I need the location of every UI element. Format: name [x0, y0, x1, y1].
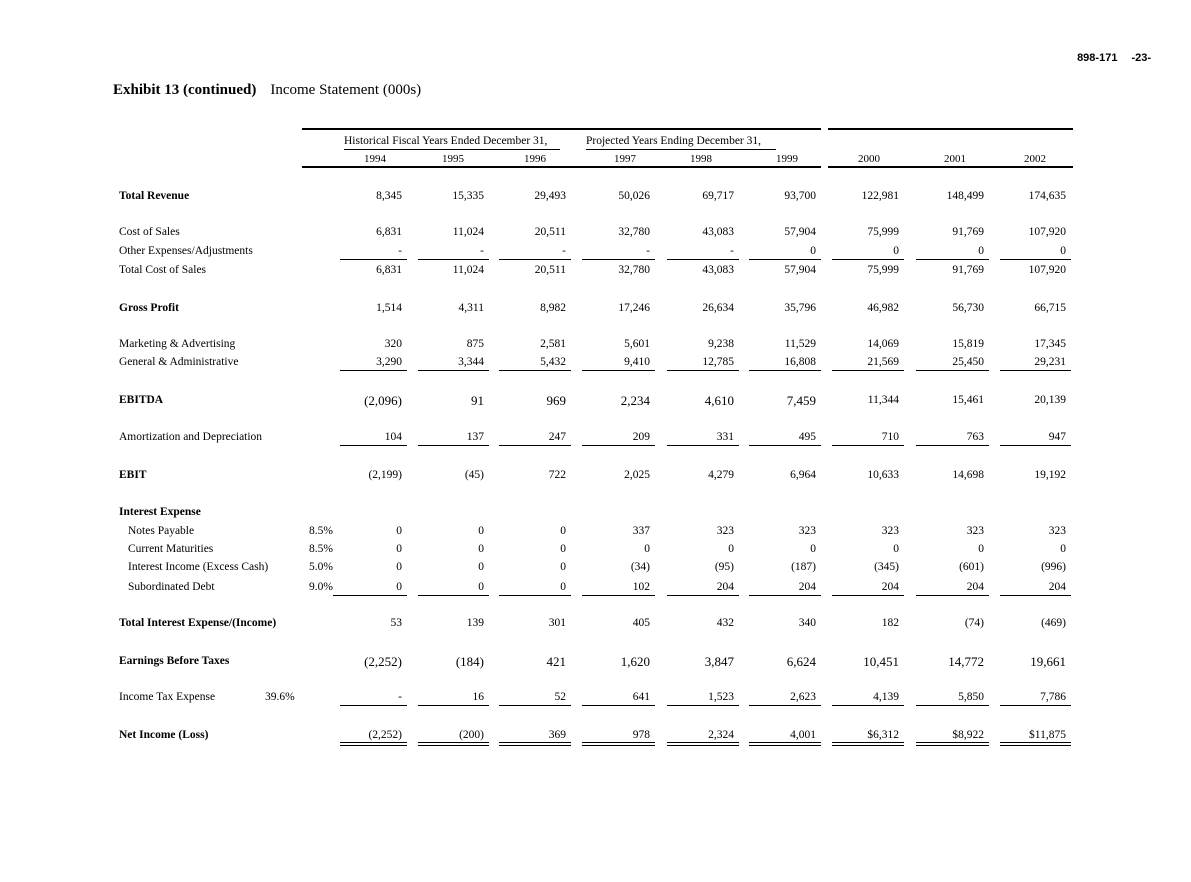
cell-income-tax-1996: 52	[554, 691, 566, 703]
underline-income-tax-1995	[418, 705, 489, 706]
cell-cost-of-sales-2001: 91,769	[952, 226, 984, 238]
cell-amortization-1996: 247	[548, 431, 566, 443]
underline-income-tax-1994	[340, 705, 407, 706]
cell-gross-profit-1994: 1,514	[376, 302, 402, 314]
cell-total-interest-1994: 53	[390, 617, 402, 629]
cell-general-admin-1998: 12,785	[702, 356, 734, 368]
rate-interest-income: 5.0%	[309, 561, 333, 573]
cell-current-maturities-2000: 0	[893, 543, 899, 555]
cell-general-admin-1996: 5,432	[540, 356, 566, 368]
cell-current-maturities-1994: 0	[396, 543, 402, 555]
cell-general-admin-2002: 29,231	[1034, 356, 1066, 368]
underline-general-admin-1998	[667, 370, 739, 371]
cell-ebt-2000: 10,451	[863, 654, 899, 669]
cell-cost-of-sales-1999: 57,904	[784, 226, 816, 238]
cell-income-tax-1997: 641	[632, 691, 650, 703]
double-underline-2001	[916, 742, 989, 746]
cell-net-income-2000: $6,312	[867, 729, 899, 741]
cell-total-interest-2001: (74)	[964, 617, 984, 629]
underline-income-tax-1997	[582, 705, 655, 706]
cell-ebitda-1997: 2,234	[620, 393, 650, 408]
cell-total-cost-of-sales-2000: 75,999	[867, 264, 899, 276]
underline-general-admin-2000	[832, 370, 904, 371]
rate-subordinated-debt: 9.0%	[309, 581, 333, 593]
underline-amortization-1999	[749, 445, 821, 446]
underline-income-tax-2001	[916, 705, 989, 706]
cell-interest-income-1996: 0	[560, 561, 566, 573]
cell-subordinated-debt-1994: 0	[396, 581, 402, 593]
cell-cost-of-sales-1996: 20,511	[534, 226, 566, 238]
cell-notes-payable-2002: 323	[1048, 525, 1066, 537]
cell-marketing-2000: 14,069	[867, 338, 899, 350]
year-header-1994: 1994	[364, 153, 386, 165]
double-underline-1996	[499, 742, 571, 746]
underline-other-expenses-1999	[749, 259, 821, 260]
cell-general-admin-1994: 3,290	[376, 356, 402, 368]
cell-ebitda-2002: 20,139	[1034, 394, 1066, 406]
cell-amortization-2002: 947	[1048, 431, 1066, 443]
underline-other-expenses-2000	[832, 259, 904, 260]
underline-income-tax-1999	[749, 705, 821, 706]
cell-gross-profit-1997: 17,246	[618, 302, 650, 314]
cell-total-cost-of-sales-2001: 91,769	[952, 264, 984, 276]
cell-general-admin-1999: 16,808	[784, 356, 816, 368]
cell-cost-of-sales-2002: 107,920	[1028, 226, 1066, 238]
row-label-current-maturities: Current Maturities	[128, 543, 214, 555]
doc-number: 898-171	[1077, 52, 1118, 64]
exhibit-subtitle: Income Statement (000s)	[270, 82, 422, 98]
cell-total-cost-of-sales-1998: 43,083	[702, 264, 734, 276]
cell-amortization-2000: 710	[881, 431, 899, 443]
cell-other-expenses-1998: -	[730, 245, 734, 257]
row-label-income-tax: Income Tax Expense	[119, 691, 216, 703]
cell-cost-of-sales-1994: 6,831	[376, 226, 402, 238]
cell-marketing-1998: 9,238	[708, 338, 734, 350]
cell-total-cost-of-sales-1996: 20,511	[534, 264, 566, 276]
cell-subordinated-debt-1997: 102	[632, 581, 650, 593]
cell-net-income-1995: (200)	[459, 729, 484, 741]
row-label-interest-income: Interest Income (Excess Cash)	[128, 561, 269, 573]
cell-total-cost-of-sales-2002: 107,920	[1028, 264, 1066, 276]
cell-gross-profit-2000: 46,982	[867, 302, 899, 314]
cell-ebit-1997: 2,025	[624, 469, 650, 481]
cell-current-maturities-2001: 0	[978, 543, 984, 555]
cell-income-tax-1999: 2,623	[790, 691, 816, 703]
cell-marketing-2001: 15,819	[952, 338, 984, 350]
document-code	[1063, 52, 1151, 64]
row-label-interest-expense: Interest Expense	[119, 506, 201, 518]
underline-amortization-2000	[832, 445, 904, 446]
underline-general-admin-1996	[499, 370, 571, 371]
year-header-2001: 2001	[944, 153, 966, 165]
cell-interest-income-1999: (187)	[791, 561, 816, 573]
row-label-amortization: Amortization and Depreciation	[119, 431, 263, 443]
exhibit-title	[113, 82, 421, 99]
cell-cost-of-sales-1995: 11,024	[452, 226, 484, 238]
cell-total-interest-1995: 139	[466, 617, 484, 629]
cell-net-income-1998: 2,324	[708, 729, 734, 741]
cell-net-income-1994: (2,252)	[368, 729, 402, 741]
cell-other-expenses-1997: -	[646, 245, 650, 257]
rate-income-tax: 39.6%	[265, 691, 295, 703]
cell-net-income-2002: $11,875	[1029, 729, 1066, 741]
row-label-general-admin: General & Administrative	[119, 356, 239, 368]
cell-other-expenses-1995: -	[480, 245, 484, 257]
underline-subordinated-debt-1997	[582, 595, 655, 596]
cell-general-admin-2000: 21,569	[867, 356, 899, 368]
projected-group-rule	[586, 149, 776, 150]
double-underline-1999	[749, 742, 821, 746]
cell-other-expenses-2002: 0	[1060, 245, 1066, 257]
cell-total-cost-of-sales-1997: 32,780	[618, 264, 650, 276]
year-header-1996: 1996	[524, 153, 546, 165]
cell-ebitda-1996: 969	[546, 393, 566, 408]
underline-other-expenses-2002	[1000, 259, 1071, 260]
cell-ebt-1994: (2,252)	[364, 654, 402, 669]
cell-income-tax-2000: 4,139	[873, 691, 899, 703]
cell-current-maturities-1999: 0	[810, 543, 816, 555]
cell-ebit-1996: 722	[548, 469, 566, 481]
rate-underline-connector	[333, 595, 343, 596]
cell-other-expenses-2000: 0	[893, 245, 899, 257]
row-label-total-interest: Total Interest Expense/(Income)	[119, 617, 277, 629]
header-rule-right	[828, 166, 1073, 168]
cell-other-expenses-2001: 0	[978, 245, 984, 257]
cell-income-tax-2002: 7,786	[1040, 691, 1066, 703]
underline-other-expenses-1998	[667, 259, 739, 260]
underline-amortization-1996	[499, 445, 571, 446]
cell-total-revenue-1996: 29,493	[534, 190, 566, 202]
double-underline-1997	[582, 742, 655, 746]
row-label-marketing: Marketing & Advertising	[119, 338, 236, 350]
underline-amortization-1994	[340, 445, 407, 446]
cell-subordinated-debt-2001: 204	[966, 581, 984, 593]
cell-total-revenue-1999: 93,700	[784, 190, 816, 202]
cell-ebt-1998: 3,847	[704, 654, 734, 669]
year-header-1995: 1995	[442, 153, 464, 165]
cell-marketing-1994: 320	[384, 338, 402, 350]
cell-marketing-1999: 11,529	[784, 338, 816, 350]
cell-ebitda-1999: 7,459	[786, 393, 816, 408]
cell-notes-payable-1996: 0	[560, 525, 566, 537]
cell-total-interest-2000: 182	[881, 617, 899, 629]
cell-current-maturities-2002: 0	[1060, 543, 1066, 555]
underline-subordinated-debt-1999	[749, 595, 821, 596]
underline-amortization-2001	[916, 445, 989, 446]
top-rule-right	[828, 128, 1073, 130]
cell-income-tax-1994: -	[398, 691, 402, 703]
header-rule-left	[302, 166, 821, 168]
row-label-total-revenue: Total Revenue	[119, 190, 190, 202]
cell-ebt-1996: 421	[546, 654, 566, 669]
cell-ebitda-1995: 91	[471, 393, 484, 408]
row-label-notes-payable: Notes Payable	[128, 525, 195, 537]
double-underline-2002	[1000, 742, 1071, 746]
underline-other-expenses-2001	[916, 259, 989, 260]
cell-amortization-1995: 137	[466, 431, 484, 443]
underline-other-expenses-1994	[340, 259, 407, 260]
cell-subordinated-debt-1995: 0	[478, 581, 484, 593]
cell-interest-income-1998: (95)	[714, 561, 734, 573]
cell-amortization-1997: 209	[632, 431, 650, 443]
underline-amortization-2002	[1000, 445, 1071, 446]
underline-subordinated-debt-2001	[916, 595, 989, 596]
cell-subordinated-debt-1999: 204	[798, 581, 816, 593]
cell-notes-payable-1998: 323	[716, 525, 734, 537]
cell-net-income-2001: $8,922	[952, 729, 984, 741]
cell-interest-income-1997: (34)	[630, 561, 650, 573]
cell-cost-of-sales-1998: 43,083	[702, 226, 734, 238]
cell-ebitda-1994: (2,096)	[364, 393, 402, 408]
underline-income-tax-2002	[1000, 705, 1071, 706]
cell-general-admin-1995: 3,344	[458, 356, 484, 368]
cell-gross-profit-1999: 35,796	[784, 302, 816, 314]
double-underline-2000	[832, 742, 904, 746]
cell-ebt-1997: 1,620	[620, 654, 650, 669]
cell-marketing-1997: 5,601	[624, 338, 650, 350]
cell-marketing-1996: 2,581	[540, 338, 566, 350]
cell-ebitda-2001: 15,461	[952, 394, 984, 406]
underline-income-tax-1996	[499, 705, 571, 706]
cell-notes-payable-2000: 323	[881, 525, 899, 537]
underline-income-tax-1998	[667, 705, 739, 706]
row-label-other-expenses: Other Expenses/Adjustments	[119, 245, 253, 257]
exhibit-label: Exhibit 13 (continued)	[113, 82, 257, 98]
cell-interest-income-1994: 0	[396, 561, 402, 573]
cell-income-tax-1995: 16	[472, 691, 484, 703]
cell-other-expenses-1994: -	[398, 245, 402, 257]
underline-amortization-1997	[582, 445, 655, 446]
rate-current-maturities: 8.5%	[309, 543, 333, 555]
underline-subordinated-debt-1998	[667, 595, 739, 596]
cell-gross-profit-1998: 26,634	[702, 302, 734, 314]
rate-notes-payable: 8.5%	[309, 525, 333, 537]
underline-general-admin-1997	[582, 370, 655, 371]
cell-subordinated-debt-1996: 0	[560, 581, 566, 593]
row-label-cost-of-sales: Cost of Sales	[119, 226, 180, 238]
underline-amortization-1995	[418, 445, 489, 446]
historical-group-label: Historical Fiscal Years Ended December 31,	[344, 135, 548, 147]
cell-ebt-1999: 6,624	[786, 654, 816, 669]
cell-cost-of-sales-2000: 75,999	[867, 226, 899, 238]
cell-general-admin-1997: 9,410	[624, 356, 650, 368]
year-header-2000: 2000	[858, 153, 880, 165]
cell-subordinated-debt-1998: 204	[716, 581, 734, 593]
row-label-net-income: Net Income (Loss)	[119, 729, 209, 741]
cell-ebit-1995: (45)	[464, 469, 484, 481]
row-label-ebit: EBIT	[119, 469, 147, 481]
double-underline-1998	[667, 742, 739, 746]
cell-other-expenses-1996: -	[562, 245, 566, 257]
cell-ebt-1995: (184)	[455, 654, 484, 669]
cell-notes-payable-1997: 337	[632, 525, 650, 537]
cell-total-interest-1999: 340	[798, 617, 816, 629]
cell-amortization-1998: 331	[716, 431, 734, 443]
cell-marketing-1995: 875	[466, 338, 484, 350]
cell-total-interest-2002: (469)	[1041, 617, 1066, 629]
row-label-total-cost-of-sales: Total Cost of Sales	[119, 264, 207, 276]
underline-other-expenses-1995	[418, 259, 489, 260]
cell-ebit-2001: 14,698	[952, 469, 984, 481]
underline-general-admin-2002	[1000, 370, 1071, 371]
cell-income-tax-1998: 1,523	[708, 691, 734, 703]
cell-gross-profit-1995: 4,311	[458, 302, 484, 314]
top-rule-left	[302, 128, 821, 130]
cell-other-expenses-1999: 0	[810, 245, 816, 257]
cell-ebt-2001: 14,772	[948, 654, 984, 669]
row-label-subordinated-debt: Subordinated Debt	[128, 581, 215, 593]
cell-marketing-2002: 17,345	[1034, 338, 1066, 350]
cell-net-income-1997: 978	[632, 729, 650, 741]
underline-subordinated-debt-1994	[340, 595, 407, 596]
double-underline-1995	[418, 742, 489, 746]
underline-general-admin-1995	[418, 370, 489, 371]
cell-ebit-1998: 4,279	[708, 469, 734, 481]
underline-other-expenses-1996	[499, 259, 571, 260]
underline-subordinated-debt-2000	[832, 595, 904, 596]
cell-ebit-2002: 19,192	[1034, 469, 1066, 481]
cell-ebitda-1998: 4,610	[704, 393, 734, 408]
cell-ebit-1999: 6,964	[790, 469, 816, 481]
cell-total-revenue-1994: 8,345	[376, 190, 402, 202]
cell-interest-income-2001: (601)	[959, 561, 984, 573]
underline-other-expenses-1997	[582, 259, 655, 260]
cell-total-interest-1998: 432	[716, 617, 734, 629]
year-header-1997: 1997	[614, 153, 636, 165]
cell-current-maturities-1997: 0	[644, 543, 650, 555]
row-label-ebitda: EBITDA	[119, 394, 164, 406]
row-label-gross-profit: Gross Profit	[119, 302, 179, 314]
cell-total-interest-1997: 405	[632, 617, 650, 629]
cell-general-admin-2001: 25,450	[952, 356, 984, 368]
underline-subordinated-debt-1995	[418, 595, 489, 596]
historical-group-rule	[344, 149, 560, 150]
cell-notes-payable-1995: 0	[478, 525, 484, 537]
underline-subordinated-debt-1996	[499, 595, 571, 596]
cell-ebt-2002: 19,661	[1030, 654, 1066, 669]
cell-total-revenue-1995: 15,335	[452, 190, 484, 202]
cell-amortization-1999: 495	[798, 431, 816, 443]
double-underline-1994	[340, 742, 407, 746]
cell-current-maturities-1996: 0	[560, 543, 566, 555]
cell-net-income-1999: 4,001	[790, 729, 816, 741]
cell-income-tax-2001: 5,850	[958, 691, 984, 703]
cell-notes-payable-1994: 0	[396, 525, 402, 537]
cell-current-maturities-1998: 0	[728, 543, 734, 555]
underline-general-admin-1994	[340, 370, 407, 371]
cell-total-revenue-1997: 50,026	[618, 190, 650, 202]
cell-total-cost-of-sales-1994: 6,831	[376, 264, 402, 276]
cell-interest-income-1995: 0	[478, 561, 484, 573]
cell-total-revenue-2000: 122,981	[861, 190, 899, 202]
cell-net-income-1996: 369	[548, 729, 566, 741]
cell-notes-payable-1999: 323	[798, 525, 816, 537]
cell-subordinated-debt-2000: 204	[881, 581, 899, 593]
cell-cost-of-sales-1997: 32,780	[618, 226, 650, 238]
cell-interest-income-2000: (345)	[874, 561, 899, 573]
cell-gross-profit-1996: 8,982	[540, 302, 566, 314]
cell-current-maturities-1995: 0	[478, 543, 484, 555]
year-header-2002: 2002	[1024, 153, 1046, 165]
cell-amortization-1994: 104	[384, 431, 402, 443]
underline-income-tax-2000	[832, 705, 904, 706]
underline-general-admin-1999	[749, 370, 821, 371]
cell-gross-profit-2002: 66,715	[1034, 302, 1066, 314]
cell-ebit-1994: (2,199)	[368, 469, 402, 481]
cell-ebit-2000: 10,633	[867, 469, 899, 481]
cell-notes-payable-2001: 323	[966, 525, 984, 537]
cell-gross-profit-2001: 56,730	[952, 302, 984, 314]
cell-total-interest-1996: 301	[548, 617, 566, 629]
year-header-1999: 1999	[776, 153, 798, 165]
cell-ebitda-2000: 11,344	[867, 394, 899, 406]
cell-subordinated-debt-2002: 204	[1048, 581, 1066, 593]
cell-interest-income-2002: (996)	[1041, 561, 1066, 573]
underline-general-admin-2001	[916, 370, 989, 371]
underline-amortization-1998	[667, 445, 739, 446]
cell-amortization-2001: 763	[966, 431, 984, 443]
underline-subordinated-debt-2002	[1000, 595, 1071, 596]
year-header-1998: 1998	[690, 153, 712, 165]
cell-total-revenue-2002: 174,635	[1028, 190, 1066, 202]
cell-total-cost-of-sales-1995: 11,024	[452, 264, 484, 276]
projected-group-label: Projected Years Ending December 31,	[586, 135, 762, 147]
cell-total-revenue-1998: 69,717	[702, 190, 734, 202]
page-number: -23-	[1131, 52, 1151, 64]
cell-total-cost-of-sales-1999: 57,904	[784, 264, 816, 276]
cell-total-revenue-2001: 148,499	[946, 190, 984, 202]
row-label-ebt: Earnings Before Taxes	[119, 655, 230, 667]
